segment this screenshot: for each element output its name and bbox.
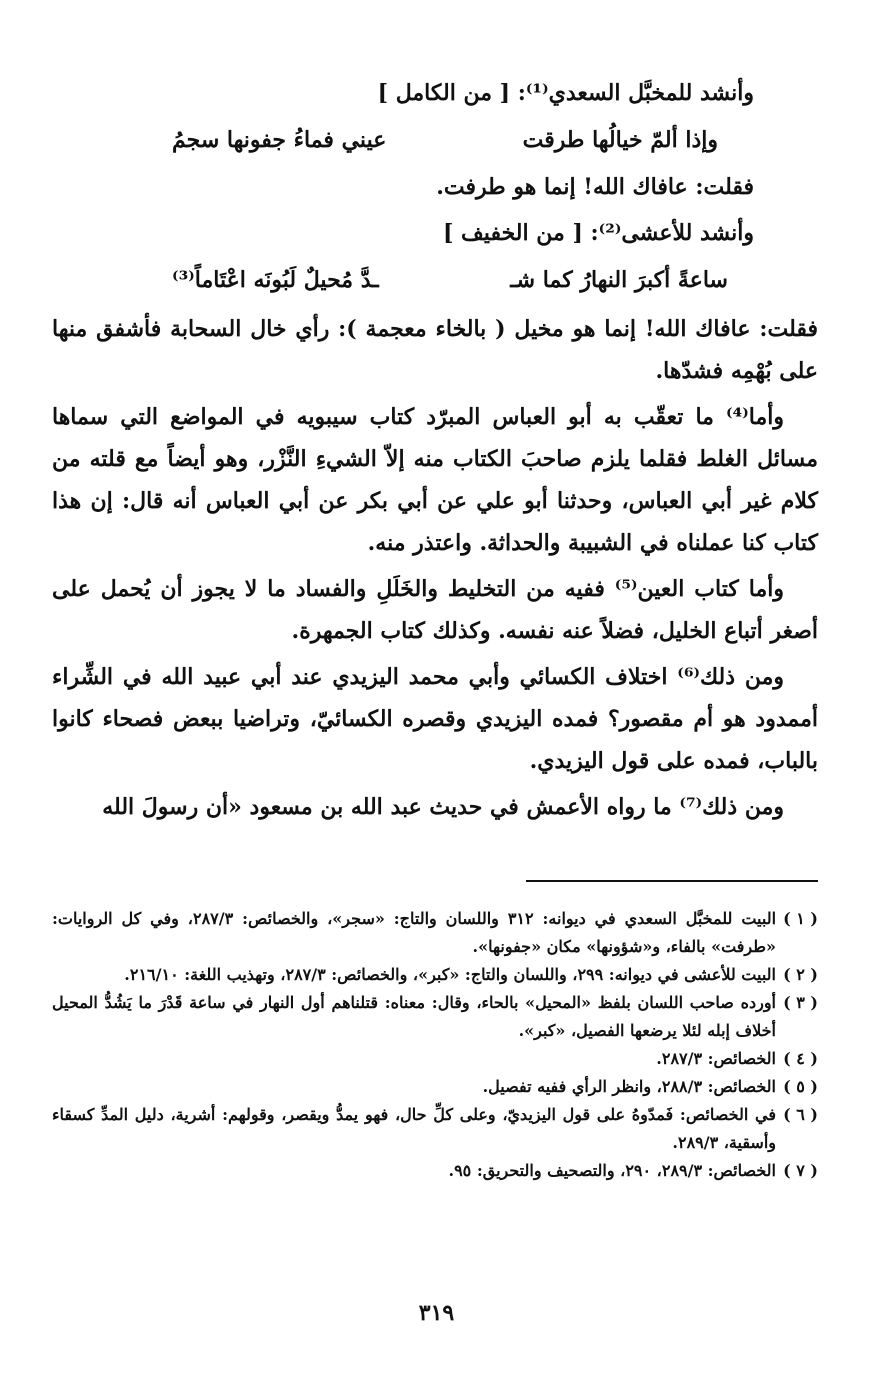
paragraph-3: وأما كتاب العين⁽⁵⁾ ففيه من التخليط والخَلَلِ والفساد ما لا يجوز أن يُحمل على أصغر أتباع الخليل، فضلاً عنه نفسه. وكذلك كتاب الجمهرة. <box>52 576 818 644</box>
comment-line-1: فقلت: عافاك الله! إنما هو طرفت. <box>436 174 754 200</box>
footnote-text: البيت للأعشى في ديوانه: ٢٩٩، واللسان والتاج: «كبر»، والخصائص: ٢٨٧/٣، وتهذيب اللغة: ٢١٦/١٠. <box>124 965 776 984</box>
verse-1-first-hemistich: وإذا ألمّ خيالُها طرقت <box>522 127 718 153</box>
footnote-text: الخصائص: ٢٨٩/٣، ٢٩٠، والتصحيف والتحريق: ٩٥. <box>448 1161 776 1180</box>
footnote-1 <box>52 905 818 961</box>
verse-2-second-hemistich: ـدَّ مُحيلٌ لَبُونَه اعْتَاماً⁽³⁾ <box>172 267 379 293</box>
footnote-5 <box>52 1073 818 1101</box>
footnote-text: الخصائص: ٢٨٨/٣، وانظر الرأي ففيه تفصيل. <box>482 1077 776 1096</box>
verse-intro-1: وأنشد للمخبَّل السعدي⁽¹⁾: [ من الكامل ] <box>377 80 754 106</box>
page-number: ٣١٩ <box>418 1300 455 1326</box>
footnote-4 <box>52 1045 818 1073</box>
main-text <box>52 70 818 828</box>
footnote-text: أورده صاحب اللسان بلفظ «المحيل» بالحاء، وقال: معناه: قتلناهم أول النهار في ساعة قَدْرَ ما يَشُدُّ المحيل أخلاف إبله لئلا يرضعها الفصيل، «كبر». <box>52 993 776 1040</box>
footnote-number: ( ٥ ) <box>783 1077 818 1096</box>
verse-2-first-hemistich: ساعةً أكبرَ النهارُ كما شـ <box>510 267 728 293</box>
footnote-number: ( ٣ ) <box>783 993 818 1012</box>
paragraph-1: فقلت: عافاك الله! إنما هو مخيل ( بالخاء معجمة ): رأي خال السحابة فأشفق منها على بُهْمِه فشدّها. <box>52 316 818 384</box>
footnote-3 <box>52 989 818 1045</box>
footnotes <box>52 905 818 1185</box>
verse-1-second-hemistich: عيني فماءُ جفونها سجمُ <box>172 127 387 153</box>
footnote-text: البيت للمخبَّل السعدي في ديوانه: ٣١٢ واللسان والتاج: «سجر»، والخصائص: ٢٨٧/٣، وفي كل الروايات: «طرفت» بالفاء، و«شؤونها» مكان «جفونها». <box>52 909 777 956</box>
footnote-7 <box>52 1157 818 1185</box>
paragraph-2: وأما⁽⁴⁾ ما تعقّب به أبو العباس المبرّد كتاب سيبويه في المواضع التي سماها مسائل الغلط فقلما يلزم صاحبَ الكتاب منه إلاّ الشيءِ النَّزْر، وهو أيضاً مع قلته من كلام غير أبي العباس، وحدثنا أبو علي عن أبي بكر عن أبي العباس أنه قال: إن هذا كتاب كنا عملناه في الشبيبة والحداثة. واعتذر منه. <box>52 404 818 556</box>
footnote-number: ( ٧ ) <box>783 1161 818 1180</box>
paragraph-5: ومن ذلك⁽⁷⁾ ما رواه الأعمش في حديث عبد الله بن مسعود «أن رسولَ الله <box>102 794 784 820</box>
footnote-text: في الخصائص: فَمدّوهُ على قول اليزيديّ، وعلى كلِّ حال، فهو يمدُّ ويقصر، وقولهم: أشرية، دليل المدِّ كسقاء وأسقية، ٢٨٩/٣. <box>52 1105 776 1152</box>
footnote-2 <box>52 961 818 989</box>
footnote-text: الخصائص: ٢٨٧/٣. <box>656 1049 776 1068</box>
paragraph-4: ومن ذلك⁽⁶⁾ اختلاف الكسائي وأبي محمد اليزيدي عند أبي عبيد الله في الشِّراء أممدود هو أم مقصور؟ فمده اليزيدي وقصره الكسائيّ، وتراضيا ببعض فصحاء كانوا بالباب، فمده على قول اليزيدي. <box>52 664 818 774</box>
footnote-number: ( ٢ ) <box>783 965 818 984</box>
footnote-number: ( ١ ) <box>783 909 818 928</box>
footnote-number: ( ٤ ) <box>783 1049 818 1068</box>
footnote-divider <box>526 880 818 882</box>
footnote-6 <box>52 1101 818 1157</box>
footnote-number: ( ٦ ) <box>783 1105 818 1124</box>
verse-1 <box>52 116 818 164</box>
verse-intro-2: وأنشد للأعشى⁽²⁾: [ من الخفيف ] <box>442 220 754 246</box>
verse-2 <box>52 256 818 304</box>
